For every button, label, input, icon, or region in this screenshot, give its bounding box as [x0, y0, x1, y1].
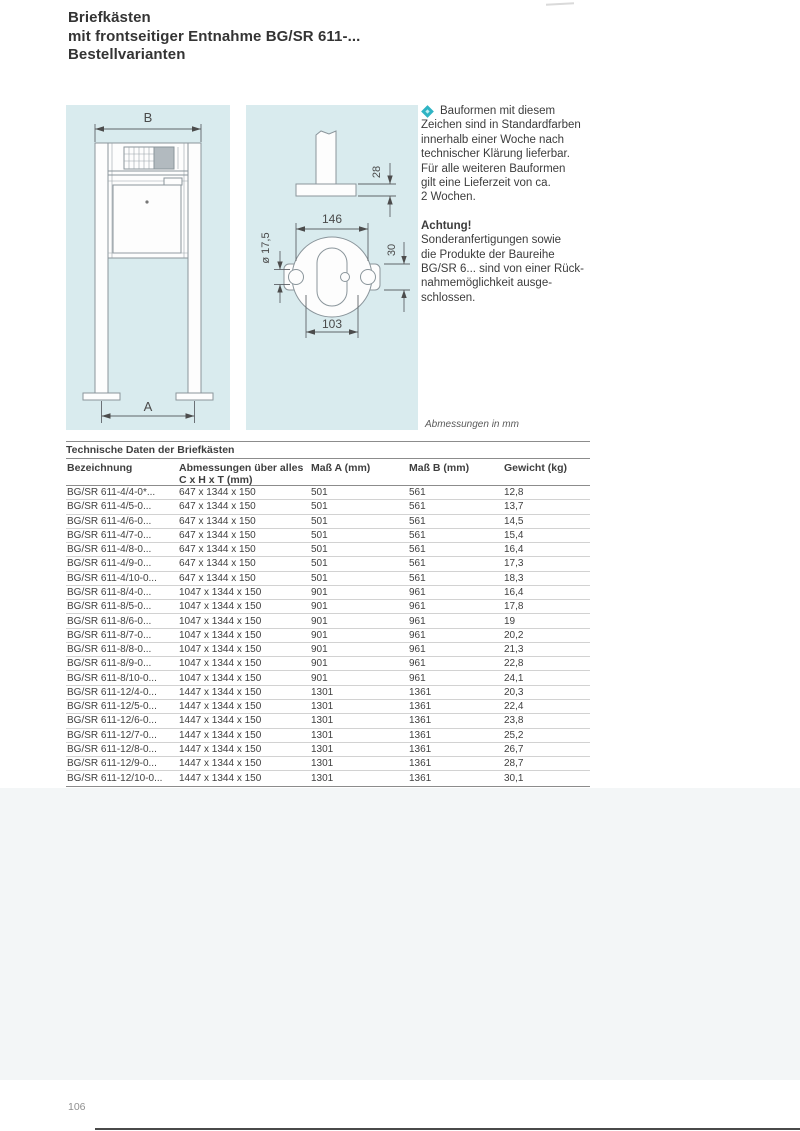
foot-detail-panel [246, 105, 418, 430]
dim-label-103: 103 [321, 317, 343, 331]
table-cell: 647 x 1344 x 150 [179, 515, 256, 527]
table-cell: 18,3 [504, 572, 524, 584]
text-line: gilt eine Lieferzeit von ca. [421, 177, 551, 190]
table-row [66, 771, 590, 785]
table-row [66, 529, 590, 543]
table-row [66, 714, 590, 728]
attention-title: Achtung! [421, 219, 472, 232]
table-cell: BG/SR 611-8/9-0... [67, 658, 152, 670]
column-header-mass-a: Maß A (mm) [311, 462, 371, 474]
table-cell: BG/SR 611-8/6-0... [67, 615, 152, 627]
table-cell: 1047 x 1344 x 150 [179, 644, 262, 656]
table-row [66, 686, 590, 700]
table-row [66, 500, 590, 514]
table-row [66, 700, 590, 714]
table-cell: 21,3 [504, 644, 524, 656]
column-subheader-cxhxt: C x H x T (mm) [179, 474, 253, 485]
page-title-line-2: mit frontseitiger Entnahme BG/SR 611-... [68, 27, 361, 45]
text-line: Für alle weiteren Bauformen [421, 162, 566, 175]
table-cell: BG/SR 611-4/10-0... [67, 572, 157, 584]
table-cell: 23,8 [504, 715, 524, 727]
table-cell: 901 [311, 629, 328, 641]
text-line: innerhalb einer Woche nach [421, 133, 564, 146]
table-cell: 647 x 1344 x 150 [179, 501, 256, 513]
table-cell: 1361 [409, 772, 432, 784]
table-cell: 501 [311, 572, 328, 584]
table-cell: BG/SR 611-4/7-0... [67, 529, 152, 541]
foot-detail-drawing [246, 105, 418, 430]
dim-label-A: A [143, 399, 153, 414]
table-cell: 561 [409, 572, 426, 584]
table-cell: BG/SR 611-12/4-0... [67, 686, 157, 698]
table-cell: 17,8 [504, 601, 524, 613]
table-row [66, 743, 590, 757]
table-cell: 501 [311, 487, 328, 499]
table-cell: 561 [409, 544, 426, 556]
table-cell: 901 [311, 644, 328, 656]
table-row [66, 729, 590, 743]
column-header-abmessungen [178, 462, 310, 485]
column-header-bezeichnung: Bezeichnung [67, 462, 133, 474]
table-cell: 647 x 1344 x 150 [179, 487, 256, 499]
front-view-drawing [66, 105, 230, 430]
table-cell: 647 x 1344 x 150 [179, 529, 256, 541]
table-cell: 15,4 [504, 529, 524, 541]
table-cell: BG/SR 611-4/4-0*... [67, 487, 156, 499]
table-cell: 901 [311, 615, 328, 627]
table-cell: 1447 x 1344 x 150 [179, 772, 262, 784]
table-cell: 1447 x 1344 x 150 [179, 729, 262, 741]
table-cell: 1301 [311, 729, 334, 741]
table-body [66, 486, 590, 787]
table-cell: 961 [409, 672, 426, 684]
table-cell: 1047 x 1344 x 150 [179, 615, 262, 627]
table-cell: 1301 [311, 772, 334, 784]
table-cell: 22,8 [504, 658, 524, 670]
table-cell: 1447 x 1344 x 150 [179, 686, 262, 698]
table-row [66, 614, 590, 628]
dim-label-28: 28 [371, 165, 383, 179]
info-block [421, 104, 599, 305]
table-cell: BG/SR 611-12/6-0... [67, 715, 157, 727]
table-cell: 501 [311, 529, 328, 541]
table-cell: 647 x 1344 x 150 [179, 572, 256, 584]
table-cell: BG/SR 611-8/10-0... [67, 672, 157, 684]
table-cell: 1361 [409, 743, 432, 755]
table-cell: BG/SR 611-8/7-0... [67, 629, 152, 641]
table-row [66, 557, 590, 571]
dim-label-B: B [143, 110, 153, 125]
table-row [66, 600, 590, 614]
table-row [66, 572, 590, 586]
table-cell: 28,7 [504, 758, 524, 770]
table-row [66, 486, 590, 500]
scan-artifact [546, 2, 574, 5]
table-title: Technische Daten der Briefkästen [66, 441, 590, 459]
page-bottom-rule [95, 1128, 800, 1130]
table-cell: 961 [409, 586, 426, 598]
delivery-note [421, 104, 599, 205]
table-cell: 1447 x 1344 x 150 [179, 701, 262, 713]
table-cell: BG/SR 611-12/7-0... [67, 729, 157, 741]
table-cell: 17,3 [504, 558, 524, 570]
table-cell: 1361 [409, 758, 432, 770]
table-cell: 901 [311, 658, 328, 670]
page-title-line-3: Bestellvarianten [68, 46, 186, 63]
table-row [66, 515, 590, 529]
table-cell: 501 [311, 501, 328, 513]
table-cell: 20,3 [504, 686, 524, 698]
table-cell: 1447 x 1344 x 150 [179, 758, 262, 770]
text-line: schlossen. [421, 291, 476, 304]
table-cell: BG/SR 611-12/9-0... [67, 758, 157, 770]
table-cell: 561 [409, 487, 426, 499]
table-cell: 501 [311, 558, 328, 570]
table-cell: 1047 x 1344 x 150 [179, 601, 262, 613]
table-cell: 1047 x 1344 x 150 [179, 658, 262, 670]
table-row [66, 643, 590, 657]
table-cell: 1301 [311, 701, 334, 713]
column-header-gewicht: Gewicht (kg) [504, 462, 568, 474]
table-cell: 24,1 [504, 672, 524, 684]
table-cell: 961 [409, 644, 426, 656]
text-line: 2 Wochen. [421, 191, 476, 204]
text-line: BG/SR 6... sind von einer Rück- [421, 263, 584, 276]
table-cell: 961 [409, 658, 426, 670]
table-cell: BG/SR 611-12/5-0... [67, 701, 157, 713]
table-header-row [66, 459, 590, 486]
table-cell: BG/SR 611-8/5-0... [67, 601, 152, 613]
table-cell: 501 [311, 515, 328, 527]
table-cell: 561 [409, 501, 426, 513]
table-cell: 1361 [409, 686, 432, 698]
table-cell: 1361 [409, 729, 432, 741]
table-cell: 22,4 [504, 701, 524, 713]
table-cell: 16,4 [504, 586, 524, 598]
table-cell: BG/SR 611-4/9-0... [67, 558, 152, 570]
text-line: Zeichen sind in Standardfarben [421, 119, 581, 132]
table-cell: 501 [311, 544, 328, 556]
column-header-abmessungen-label: Abmessungen über alles [179, 462, 304, 474]
table-cell: BG/SR 611-4/5-0... [67, 501, 152, 513]
table-cell: 961 [409, 601, 426, 613]
table-row [66, 757, 590, 771]
text-line: Sonderanfertigungen sowie [421, 234, 562, 247]
table-cell: 901 [311, 601, 328, 613]
table-cell: 16,4 [504, 544, 524, 556]
table-cell: BG/SR 611-12/10-0... [67, 772, 163, 784]
table-cell: BG/SR 611-12/8-0... [67, 743, 157, 755]
front-view-panel [66, 105, 230, 430]
table-cell: BG/SR 611-4/6-0... [67, 515, 152, 527]
table-row [66, 671, 590, 685]
table-row [66, 657, 590, 671]
table-cell: 12,8 [504, 487, 524, 499]
text-line: die Produkte der Baureihe [421, 248, 555, 261]
table-cell: 26,7 [504, 743, 524, 755]
table-cell: 13,7 [504, 501, 524, 513]
table-cell: 19 [504, 615, 516, 627]
table-cell: 1301 [311, 686, 334, 698]
table-cell: 20,2 [504, 629, 524, 641]
table-cell: 1047 x 1344 x 150 [179, 629, 262, 641]
page-number: 106 [68, 1101, 86, 1113]
table-cell: 1361 [409, 701, 432, 713]
table-row [66, 586, 590, 600]
table-cell: 901 [311, 672, 328, 684]
table-cell: 1447 x 1344 x 150 [179, 715, 262, 727]
table-cell: 14,5 [504, 515, 524, 527]
table-cell: 961 [409, 629, 426, 641]
table-row [66, 629, 590, 643]
attention-text [421, 233, 599, 305]
table-cell: 1447 x 1344 x 150 [179, 743, 262, 755]
table-row [66, 543, 590, 557]
table-cell: BG/SR 611-8/4-0... [67, 586, 152, 598]
table-cell: 1301 [311, 758, 334, 770]
table-cell: 647 x 1344 x 150 [179, 544, 256, 556]
table-cell: 1301 [311, 743, 334, 755]
table-cell: BG/SR 611-8/8-0... [67, 644, 152, 656]
text-line: nahmemöglichkeit ausge- [421, 277, 553, 290]
column-header-mass-b: Maß B (mm) [409, 462, 470, 474]
table-cell: 561 [409, 529, 426, 541]
table-cell: 1301 [311, 715, 334, 727]
table-cell: 1047 x 1344 x 150 [179, 672, 262, 684]
dim-label-30: 30 [386, 243, 398, 257]
table-cell: 25,2 [504, 729, 524, 741]
dim-label-hole-diameter: ø 17,5 [260, 232, 272, 264]
table-cell: 30,1 [504, 772, 524, 784]
units-note: Abmessungen in mm [425, 419, 519, 430]
table-cell: BG/SR 611-4/8-0... [67, 544, 152, 556]
text-line: Bauformen mit diesem [440, 105, 556, 117]
technical-data-table [66, 441, 590, 802]
page-title [68, 9, 360, 65]
text-line: technischer Klärung lieferbar. [421, 148, 570, 161]
table-cell: 901 [311, 586, 328, 598]
table-cell: 647 x 1344 x 150 [179, 558, 256, 570]
table-cell: 561 [409, 558, 426, 570]
dim-label-146: 146 [321, 212, 343, 226]
page-background-tint [0, 788, 800, 1080]
table-cell: 1361 [409, 715, 432, 727]
table-cell: 561 [409, 515, 426, 527]
table-cell: 1047 x 1344 x 150 [179, 586, 262, 598]
page-title-line-1: Briefkästen [68, 9, 151, 26]
table-cell: 961 [409, 615, 426, 627]
